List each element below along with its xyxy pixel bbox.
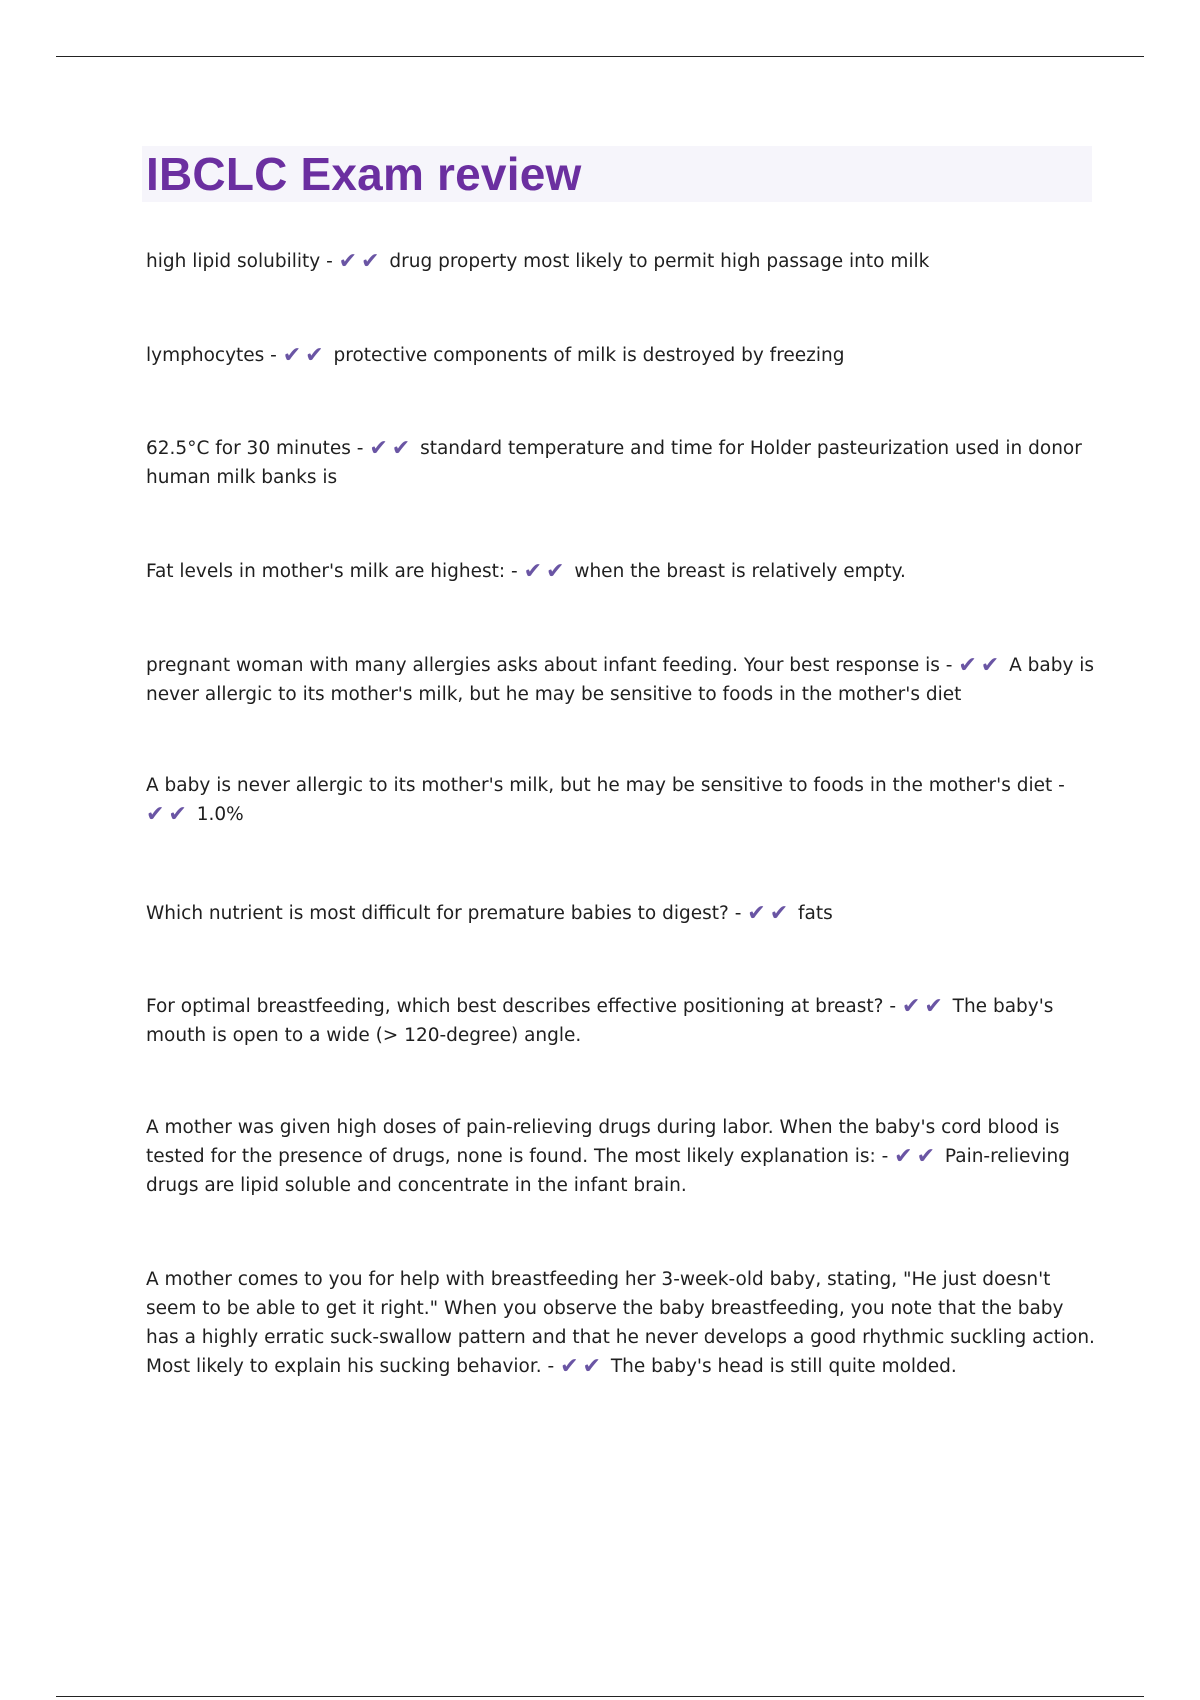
entry-separator: - (505, 561, 524, 582)
entry-answer: standard temperature and time for Holder pasteurization used in donor human milk banks is (146, 438, 1082, 488)
entry-question: pregnant woman with many allergies asks about infant feeding. Your best response is (146, 655, 940, 676)
entry-question: 62.5°C for 30 minutes (146, 438, 351, 459)
entry-question: Which nutrient is most difficult for premature babies to digest? (146, 903, 729, 924)
flashcard-entry (146, 247, 1096, 276)
double-check-icon: ✔✔ (523, 559, 569, 584)
flashcard-entry (146, 651, 1096, 709)
flashcard-entry (146, 1113, 1096, 1200)
entry-separator: - (541, 1356, 561, 1377)
entry-separator: - (1052, 775, 1065, 796)
bottom-rule (56, 1696, 1144, 1697)
flashcard-entry (146, 899, 1096, 928)
double-check-icon: ✔✔ (894, 1144, 940, 1169)
entry-answer: A baby is never allergic to its mother's milk, but he may be sensitive to foods in the mother's diet (146, 655, 1095, 705)
double-check-icon: ✔✔ (146, 802, 191, 827)
entry-separator: - (350, 438, 370, 459)
entry-separator: - (264, 345, 283, 366)
double-check-icon: ✔✔ (747, 901, 793, 926)
flashcard-entry (146, 992, 1096, 1050)
flashcard-entry (146, 434, 1096, 492)
double-check-icon: ✔✔ (560, 1354, 605, 1379)
entry-answer: 1.0% (196, 804, 244, 825)
top-rule (56, 56, 1144, 57)
double-check-icon: ✔✔ (369, 436, 415, 461)
entry-separator: - (320, 251, 339, 272)
document-title: IBCLC Exam review (146, 148, 582, 200)
entry-question: lymphocytes (146, 345, 265, 366)
double-check-icon: ✔✔ (338, 249, 384, 274)
entry-separator: - (728, 903, 748, 924)
double-check-icon: ✔✔ (901, 994, 947, 1019)
entry-separator: - (939, 655, 959, 676)
entry-answer: when the breast is relatively empty. (574, 561, 906, 582)
entry-question: For optimal breastfeeding, which best describes effective positioning at breast? (146, 996, 884, 1017)
entry-question: A mother comes to you for help with breastfeeding her 3-week-old baby, stating, "He just doesn't seem to be able to get it right." When you observe the baby breastfeeding, you note that the baby has a highly erratic suck-swallow pattern and that he never develops a good rhythmic suckling action. Most likely to explain his sucking behavior. (146, 1269, 1095, 1377)
entry-question: A mother was given high doses of pain-relieving drugs during labor. When the baby's cord blood is tested for the presence of drugs, none is found. The most likely explanation is: (146, 1117, 1060, 1167)
entry-separator: - (883, 996, 902, 1017)
entry-answer: drug property most likely to permit high passage into milk (389, 251, 930, 272)
flashcard-entry (146, 341, 1096, 370)
double-check-icon: ✔✔ (282, 343, 328, 368)
entry-answer: Pain-relieving drugs are lipid soluble and concentrate in the infant brain. (146, 1146, 1070, 1196)
double-check-icon: ✔✔ (958, 653, 1004, 678)
entry-question: A baby is never allergic to its mother's milk, but he may be sensitive to foods in the mother's diet (146, 775, 1053, 796)
flashcard-entry (146, 771, 1096, 829)
entry-answer: The baby's mouth is open to a wide (> 120-degree) angle. (146, 996, 1054, 1046)
entry-question: Fat levels in mother's milk are highest: (146, 561, 506, 582)
flashcard-entry (146, 557, 1096, 586)
entry-answer: protective components of milk is destroyed by freezing (333, 345, 845, 366)
entry-question: high lipid solubility (146, 251, 321, 272)
entry-answer: fats (798, 903, 833, 924)
entry-separator: - (875, 1146, 895, 1167)
flashcard-entry (146, 1265, 1096, 1381)
entry-answer: The baby's head is still quite molded. (610, 1356, 957, 1377)
